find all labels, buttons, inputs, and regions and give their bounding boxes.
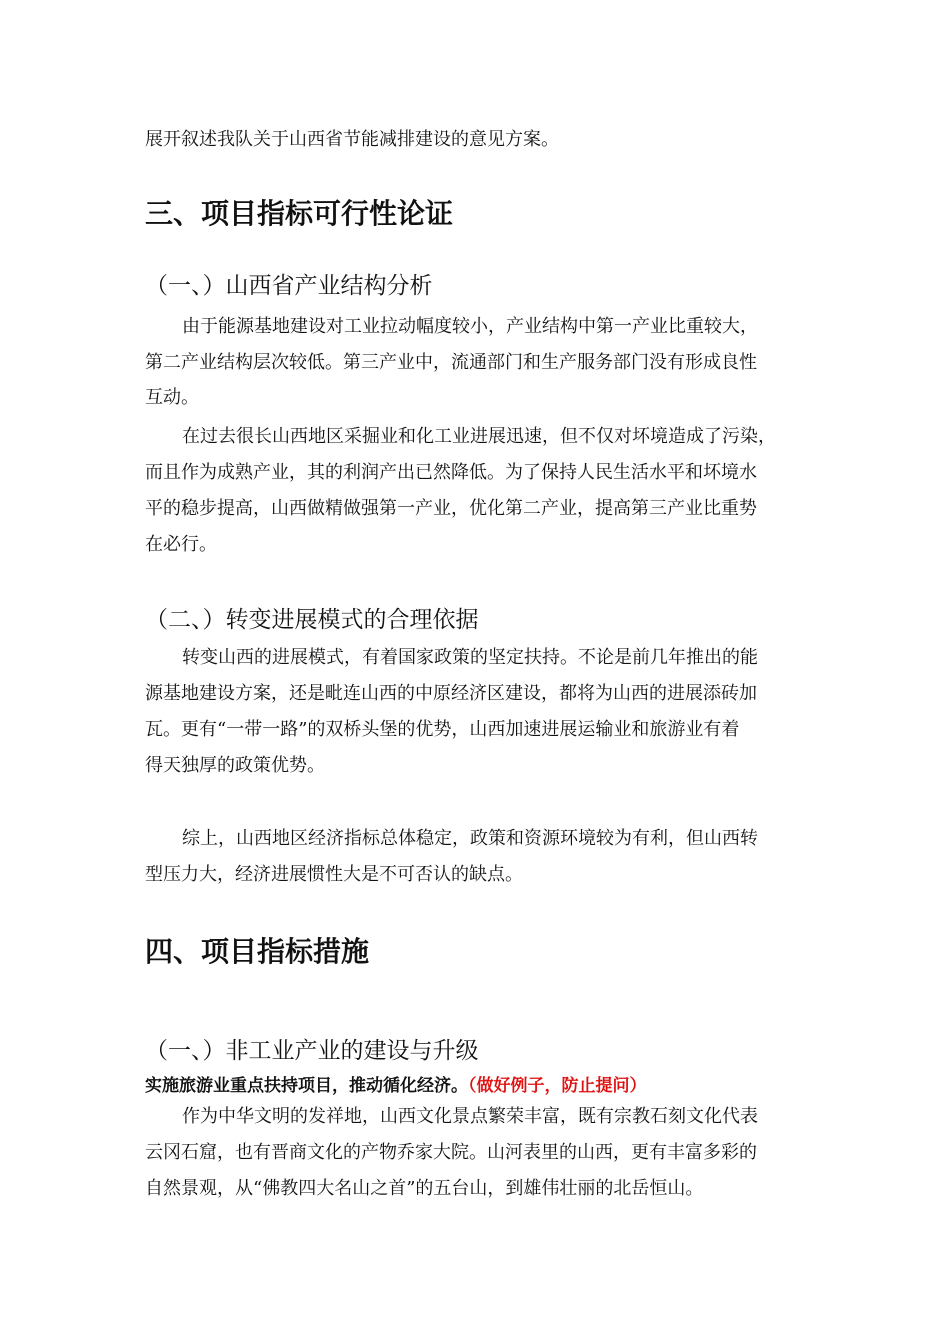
intro-text: 展开叙述我队关于山西省节能减排建设的意见方案。 [145, 129, 559, 150]
paragraph-line: 在过去很长山西地区采掘业和化工业进展迅速，但不仅对坏境造成了污染， [182, 426, 776, 447]
paragraph-line: 在必行。 [145, 534, 217, 555]
paragraph-line: 互动。 [145, 387, 199, 408]
red-annotation: （做好例子，防止提问） [468, 1076, 647, 1096]
paragraph-line: 由于能源基地建设对工业拉动幅度较小，产业结构中第一产业比重较大， [182, 316, 758, 337]
paragraph-line: 第二产业结构层次较低。第三产业中，流通部门和生产服务部门没有形成良性 [145, 352, 757, 373]
paragraph-line: 型压力大，经济进展惯性大是不可否认的缺点。 [145, 864, 523, 885]
section-4-heading: 四、项目指标措施 [145, 935, 370, 968]
paragraph-line: 而且作为成熟产业，其的利润产出已然降低。为了保持人民生活水平和坏境水 [145, 462, 757, 483]
section-4-1-heading: （一、）非工业产业的建设与升级 [145, 1038, 479, 1064]
paragraph-line: 瓦。更有“一带一路”的双桥头堡的优势，山西加速进展运输业和旅游业有着 [145, 719, 740, 740]
paragraph-line: 平的稳步提高，山西做精做强第一产业，优化第二产业，提高第三产业比重势 [145, 498, 757, 519]
bold-subheading [145, 1074, 647, 1098]
paragraph-line: 云冈石窟，也有晋商文化的产物乔家大院。山河表里的山西，更有丰富多彩的 [145, 1142, 757, 1163]
section-3-1-heading: （一、）山西省产业结构分析 [145, 273, 433, 299]
paragraph-line: 得天独厚的政策优势。 [145, 755, 325, 776]
paragraph-line: 源基地建设方案，还是毗连山西的中原经济区建设，都将为山西的进展添砖加 [145, 683, 757, 704]
paragraph-line: 转变山西的进展模式，有着国家政策的坚定扶持。不论是前几年推出的能 [182, 647, 758, 668]
paragraph-line: 综上，山西地区经济指标总体稳定，政策和资源环境较为有利，但山西转 [182, 828, 758, 849]
section-3-2-heading: （二、）转变进展模式的合理依据 [145, 607, 479, 633]
paragraph-line: 自然景观，从“佛教四大名山之首”的五台山，到雄伟壮丽的北岳恒山。 [145, 1178, 704, 1199]
section-3-heading: 三、项目指标可行性论证 [145, 197, 454, 230]
bold-subheading-text: 实施旅游业重点扶持项目，推动循化经济。 [145, 1076, 468, 1096]
paragraph-line: 作为中华文明的发祥地，山西文化景点繁荣丰富，既有宗教石刻文化代表 [182, 1106, 758, 1127]
